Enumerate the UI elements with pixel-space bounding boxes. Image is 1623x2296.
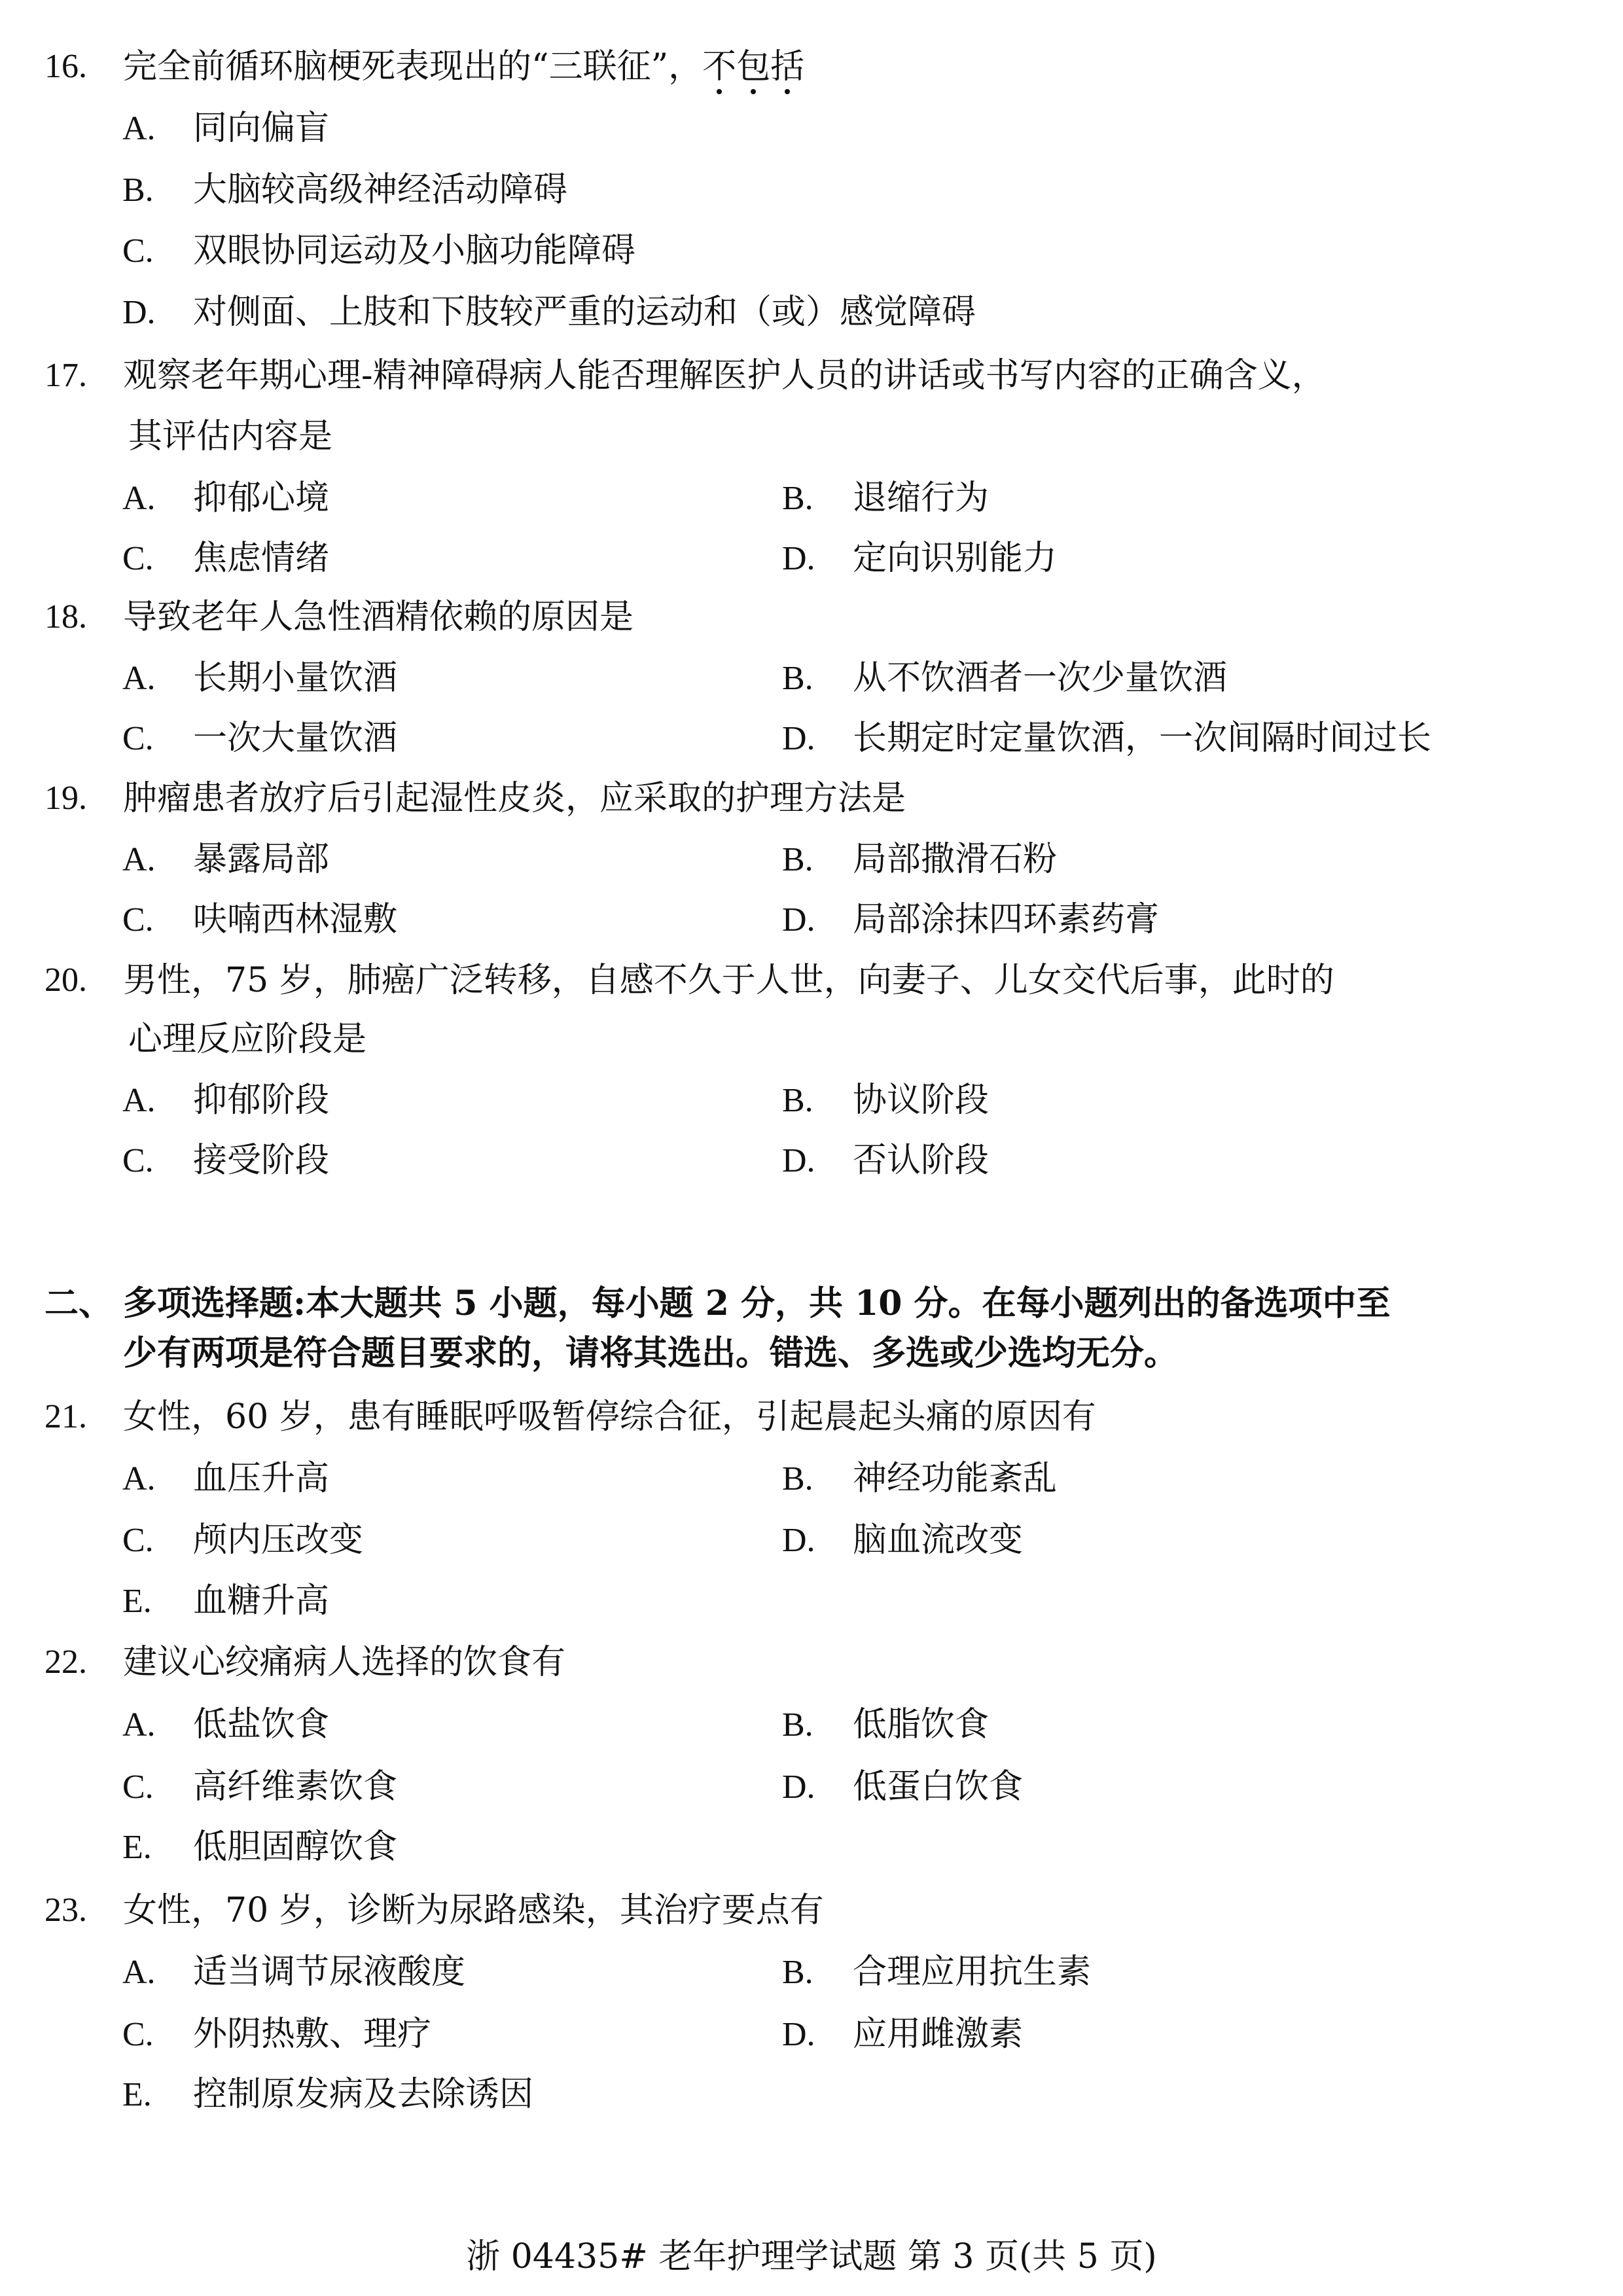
option-letter: C. bbox=[122, 2016, 154, 2053]
option-c bbox=[122, 2015, 431, 2054]
option-text: 长期小量饮酒 bbox=[193, 658, 398, 698]
question-number: 16. bbox=[45, 48, 87, 85]
option-text: 控制原发病及去除诱因 bbox=[193, 2075, 534, 2114]
option-text: 低蛋白饮食 bbox=[853, 1767, 1024, 1806]
question-text: 导致老年人急性酒精依赖的原因是 bbox=[123, 598, 634, 637]
option-a bbox=[122, 1081, 329, 1121]
option-letter: A. bbox=[122, 1082, 156, 1119]
option-text: 局部撒滑石粉 bbox=[853, 840, 1058, 879]
option-d bbox=[782, 539, 1057, 579]
option-text: 退缩行为 bbox=[853, 478, 990, 518]
option-a bbox=[122, 1459, 329, 1499]
option-letter: E. bbox=[122, 1829, 152, 1866]
page-footer: 浙 04435# 老年护理学试题 第 3 页(共 5 页) bbox=[466, 2237, 1157, 2276]
question-number: 20. bbox=[45, 961, 87, 999]
option-letter: C. bbox=[122, 901, 154, 939]
option-e bbox=[122, 1827, 397, 1867]
option-letter: D. bbox=[782, 1142, 815, 1179]
option-text: 低胆固醇饮食 bbox=[193, 1827, 398, 1867]
option-text: 双眼协同运动及小脑功能障碍 bbox=[193, 231, 636, 270]
question-number: 17. bbox=[45, 357, 87, 394]
option-text: 适当调节尿液酸度 bbox=[193, 1952, 466, 1992]
option-letter: D. bbox=[782, 2016, 815, 2053]
option-letter: B. bbox=[782, 1706, 813, 1744]
option-text: 从不饮酒者一次少量饮酒 bbox=[853, 658, 1228, 698]
question-stem: 完全前循环脑梗死表现出的“三联征”， bbox=[123, 47, 703, 86]
question-text-continued: 其评估内容是 bbox=[128, 417, 333, 456]
option-letter: A. bbox=[122, 1460, 156, 1498]
option-b bbox=[122, 170, 567, 210]
question-text: 男性，75 岁，肺癌广泛转移，自感不久于人世，向妻子、儿女交代后事，此时的 bbox=[123, 961, 1334, 1000]
option-d bbox=[782, 1141, 989, 1181]
question-text: 女性，70 岁，诊断为尿路感染，其治疗要点有 bbox=[123, 1891, 824, 1930]
option-letter: A. bbox=[122, 1954, 156, 1991]
option-letter: D. bbox=[782, 540, 815, 577]
question-text bbox=[123, 47, 804, 86]
option-a bbox=[122, 658, 397, 698]
option-a bbox=[122, 1705, 329, 1745]
option-letter: B. bbox=[782, 660, 813, 697]
option-letter: D. bbox=[782, 1768, 815, 1806]
option-letter: A. bbox=[122, 1706, 156, 1744]
question-text: 肿瘤患者放疗后引起湿性皮炎，应采取的护理方法是 bbox=[123, 779, 906, 818]
option-text: 脑血流改变 bbox=[853, 1520, 1024, 1560]
option-a bbox=[122, 840, 329, 880]
option-c bbox=[122, 719, 397, 759]
option-d bbox=[782, 1767, 1023, 1807]
option-text: 颅内压改变 bbox=[193, 1520, 364, 1560]
option-a bbox=[122, 1952, 465, 1992]
option-letter: A. bbox=[122, 660, 156, 697]
option-text: 血压升高 bbox=[193, 1459, 330, 1498]
option-letter: C. bbox=[122, 1768, 154, 1806]
option-text: 外阴热敷、理疗 bbox=[193, 2015, 432, 2054]
section-instructions: 多项选择题:本大题共 5 小题，每小题 2 分，共 10 分。在每小题列出的备选项中至 bbox=[123, 1283, 1391, 1323]
option-letter: D. bbox=[782, 720, 815, 757]
option-b bbox=[782, 1705, 989, 1745]
option-letter: A. bbox=[122, 841, 156, 878]
option-letter: C. bbox=[122, 540, 154, 577]
option-c bbox=[122, 231, 635, 271]
option-letter: A. bbox=[122, 480, 156, 517]
option-letter: D. bbox=[122, 294, 156, 331]
option-text: 对侧面、上肢和下肢较严重的运动和（或）感觉障碍 bbox=[193, 293, 976, 332]
option-b bbox=[782, 1952, 1091, 1992]
option-text: 局部涂抹四环素药膏 bbox=[853, 900, 1160, 939]
question-number: 18. bbox=[45, 598, 87, 636]
question-number: 23. bbox=[45, 1892, 87, 1929]
option-e bbox=[122, 2075, 533, 2115]
option-b bbox=[782, 1081, 989, 1121]
option-d bbox=[782, 900, 1159, 940]
option-e bbox=[122, 1581, 329, 1621]
question-number: 22. bbox=[45, 1643, 87, 1681]
option-letter: B. bbox=[782, 1082, 813, 1119]
option-b bbox=[782, 478, 989, 518]
option-a bbox=[122, 478, 329, 518]
emphasis-char: 包 bbox=[736, 47, 771, 86]
option-c bbox=[122, 1767, 397, 1807]
option-c bbox=[122, 900, 397, 940]
option-text: 抑郁心境 bbox=[193, 478, 330, 518]
option-letter: C. bbox=[122, 1522, 154, 1559]
option-letter: B. bbox=[782, 1460, 813, 1498]
emphasis-char: 括 bbox=[770, 47, 805, 86]
question-text: 建议心绞痛病人选择的饮食有 bbox=[123, 1643, 566, 1682]
option-d bbox=[782, 1520, 1023, 1560]
option-c bbox=[122, 1520, 363, 1560]
option-text: 神经功能紊乱 bbox=[853, 1459, 1058, 1498]
option-text: 同向偏盲 bbox=[193, 109, 330, 148]
option-letter: B. bbox=[782, 1954, 813, 1991]
section-number: 二、 bbox=[45, 1283, 113, 1323]
option-letter: E. bbox=[122, 1583, 152, 1620]
option-text: 大脑较高级神经活动障碍 bbox=[193, 170, 568, 209]
option-letter: D. bbox=[782, 1522, 815, 1559]
section-instructions-continued: 少有两项是符合题目要求的，请将其选出。错选、多选或少选均无分。 bbox=[123, 1333, 1179, 1373]
option-d bbox=[782, 719, 1431, 759]
question-text-continued: 心理反应阶段是 bbox=[128, 1020, 367, 1059]
question-text: 观察老年期心理-精神障碍病人能否理解医护人员的讲话或书写内容的正确含义， bbox=[123, 356, 1326, 395]
option-text: 血糖升高 bbox=[193, 1581, 330, 1621]
option-text: 低盐饮食 bbox=[193, 1705, 330, 1744]
option-b bbox=[782, 840, 1057, 880]
option-letter: D. bbox=[782, 901, 815, 939]
option-letter: B. bbox=[782, 841, 813, 878]
option-c bbox=[122, 539, 329, 579]
option-text: 一次大量饮酒 bbox=[193, 719, 398, 758]
option-text: 协议阶段 bbox=[853, 1081, 990, 1120]
option-text: 高纤维素饮食 bbox=[193, 1767, 398, 1806]
option-d bbox=[122, 293, 976, 332]
option-text: 长期定时定量饮酒，一次间隔时间过长 bbox=[853, 719, 1432, 758]
option-a bbox=[122, 109, 329, 149]
option-letter: C. bbox=[122, 1142, 154, 1179]
option-b bbox=[782, 658, 1227, 698]
option-letter: B. bbox=[782, 480, 813, 517]
option-text: 合理应用抗生素 bbox=[853, 1952, 1092, 1992]
emphasis-char: 不 bbox=[702, 47, 737, 86]
option-text: 呋喃西林湿敷 bbox=[193, 900, 398, 939]
option-text: 焦虑情绪 bbox=[193, 539, 330, 578]
question-text: 女性，60 岁，患有睡眠呼吸暂停综合征，引起晨起头痛的原因有 bbox=[123, 1397, 1096, 1437]
option-text: 否认阶段 bbox=[853, 1141, 990, 1180]
option-d bbox=[782, 2015, 1023, 2054]
option-c bbox=[122, 1141, 329, 1181]
question-number: 19. bbox=[45, 780, 87, 817]
option-letter: B. bbox=[122, 171, 154, 209]
option-letter: C. bbox=[122, 720, 154, 757]
option-text: 应用雌激素 bbox=[853, 2015, 1024, 2054]
option-letter: C. bbox=[122, 232, 154, 270]
option-letter: E. bbox=[122, 2076, 152, 2113]
question-number: 21. bbox=[45, 1398, 87, 1435]
option-text: 暴露局部 bbox=[193, 840, 330, 879]
option-text: 接受阶段 bbox=[193, 1141, 330, 1180]
option-letter: A. bbox=[122, 110, 156, 147]
option-text: 低脂饮食 bbox=[853, 1705, 990, 1744]
option-b bbox=[782, 1459, 1057, 1499]
option-text: 定向识别能力 bbox=[853, 539, 1058, 578]
option-text: 抑郁阶段 bbox=[193, 1081, 330, 1120]
